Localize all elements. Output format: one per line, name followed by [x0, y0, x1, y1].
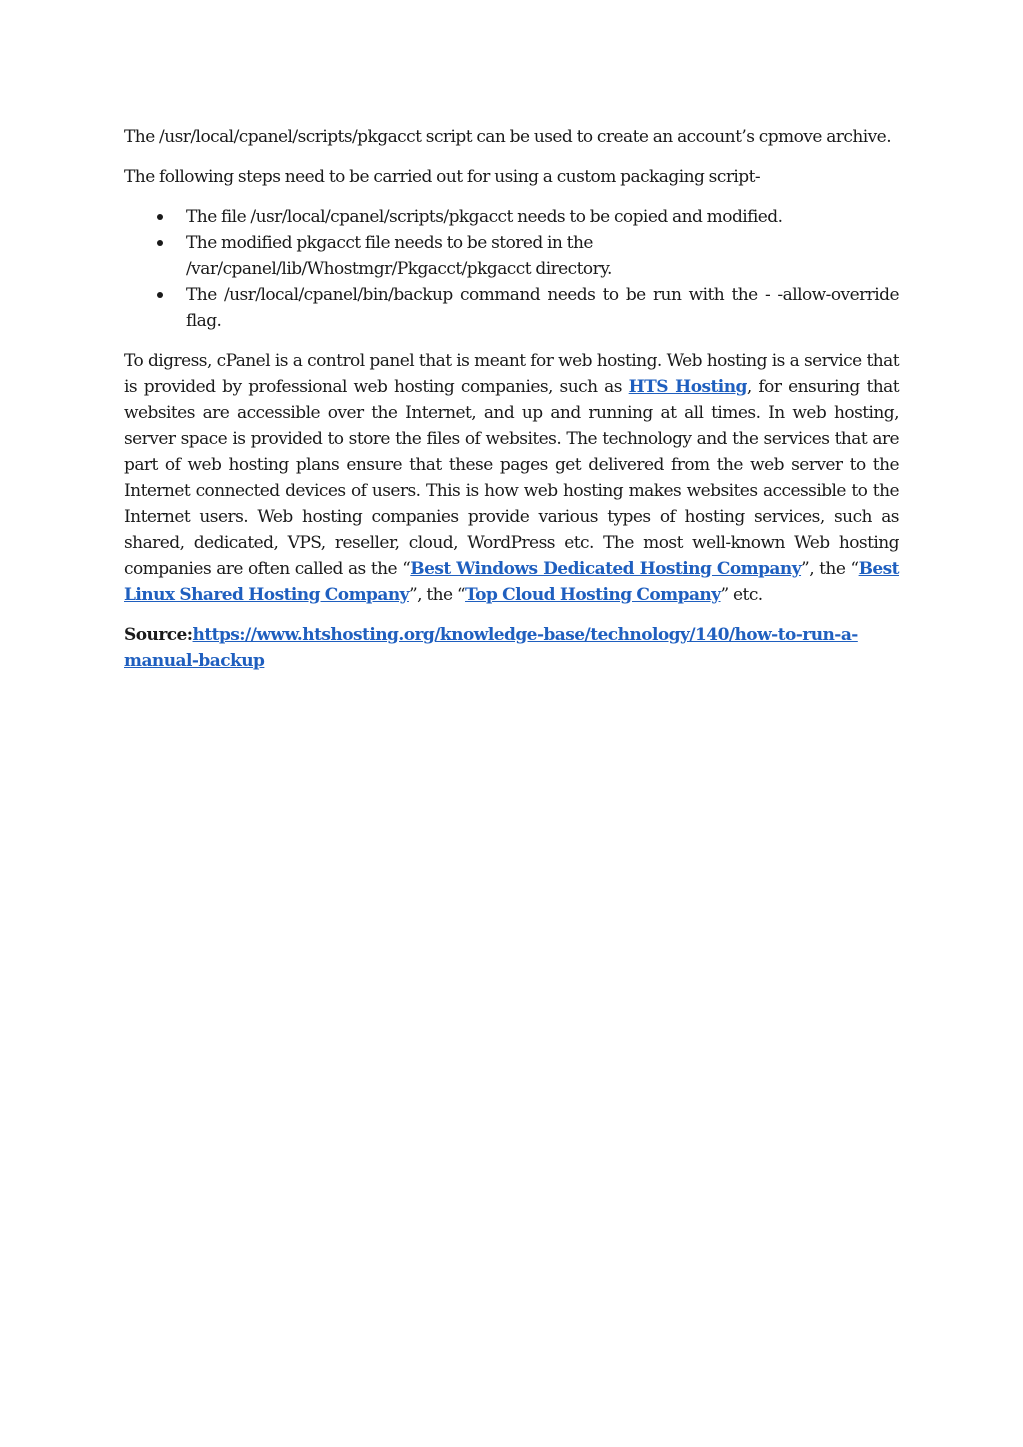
intro-paragraph: The /usr/local/cpanel/scripts/pkgacct script can be used to create an account’s cpmove archive.: [124, 127, 892, 147]
top-cloud-hosting-link[interactable]: Top Cloud Hosting Company: [465, 585, 721, 605]
body-text: ”, the “: [408, 585, 466, 605]
best-linux-shared-hosting-link[interactable]: Best Linux Shared Hosting Company: [124, 559, 899, 605]
body-text: To digress, cPanel is a control panel that is meant for web hosting. Web hosting is a service that is provided by professional web hosting companies, such as: [124, 351, 899, 397]
source-link[interactable]: https://www.htshosting.org/knowledge-base/technology/140/how-to-run-a-manual-backup: [124, 625, 858, 671]
document-page: [124, 124, 899, 688]
source-label: Source:: [124, 625, 193, 645]
body-text: , for ensuring that websites are accessible over the Internet, and up and running at all times. In web hosting, server space is provided to store the files of websites. The technology and the services that are part of web hosting plans ensure that these pages get delivered from the web server to the Internet connected devices of users. This is how web hosting makes websites accessible to the Internet users. Web hosting companies provide various types of hosting services, such as shared, dedicated, VPS, reseller, cloud, WordPress etc. The most well-known Web hosting companies are often called as the “: [124, 377, 899, 579]
steps-intro-paragraph: The following steps need to be carried out for using a custom packaging script-: [124, 167, 761, 187]
body-text: ” etc.: [720, 585, 763, 605]
list-item: The modified pkgacct file needs to be stored in the /var/cpanel/lib/Whostmgr/Pkgacct/pkgacct directory.: [124, 230, 899, 282]
hts-hosting-link[interactable]: HTS Hosting: [628, 377, 747, 397]
body-paragraph: [124, 348, 899, 608]
steps-list: [124, 204, 899, 334]
body-text: ”, the “: [801, 559, 859, 579]
list-item: The file /usr/local/cpanel/scripts/pkgacct needs to be copied and modified.: [124, 204, 899, 230]
source-paragraph: [124, 622, 899, 674]
best-windows-dedicated-hosting-link[interactable]: Best Windows Dedicated Hosting Company: [410, 559, 802, 579]
list-item: The /usr/local/cpanel/bin/backup command needs to be run with the - -allow-override flag.: [124, 282, 899, 334]
